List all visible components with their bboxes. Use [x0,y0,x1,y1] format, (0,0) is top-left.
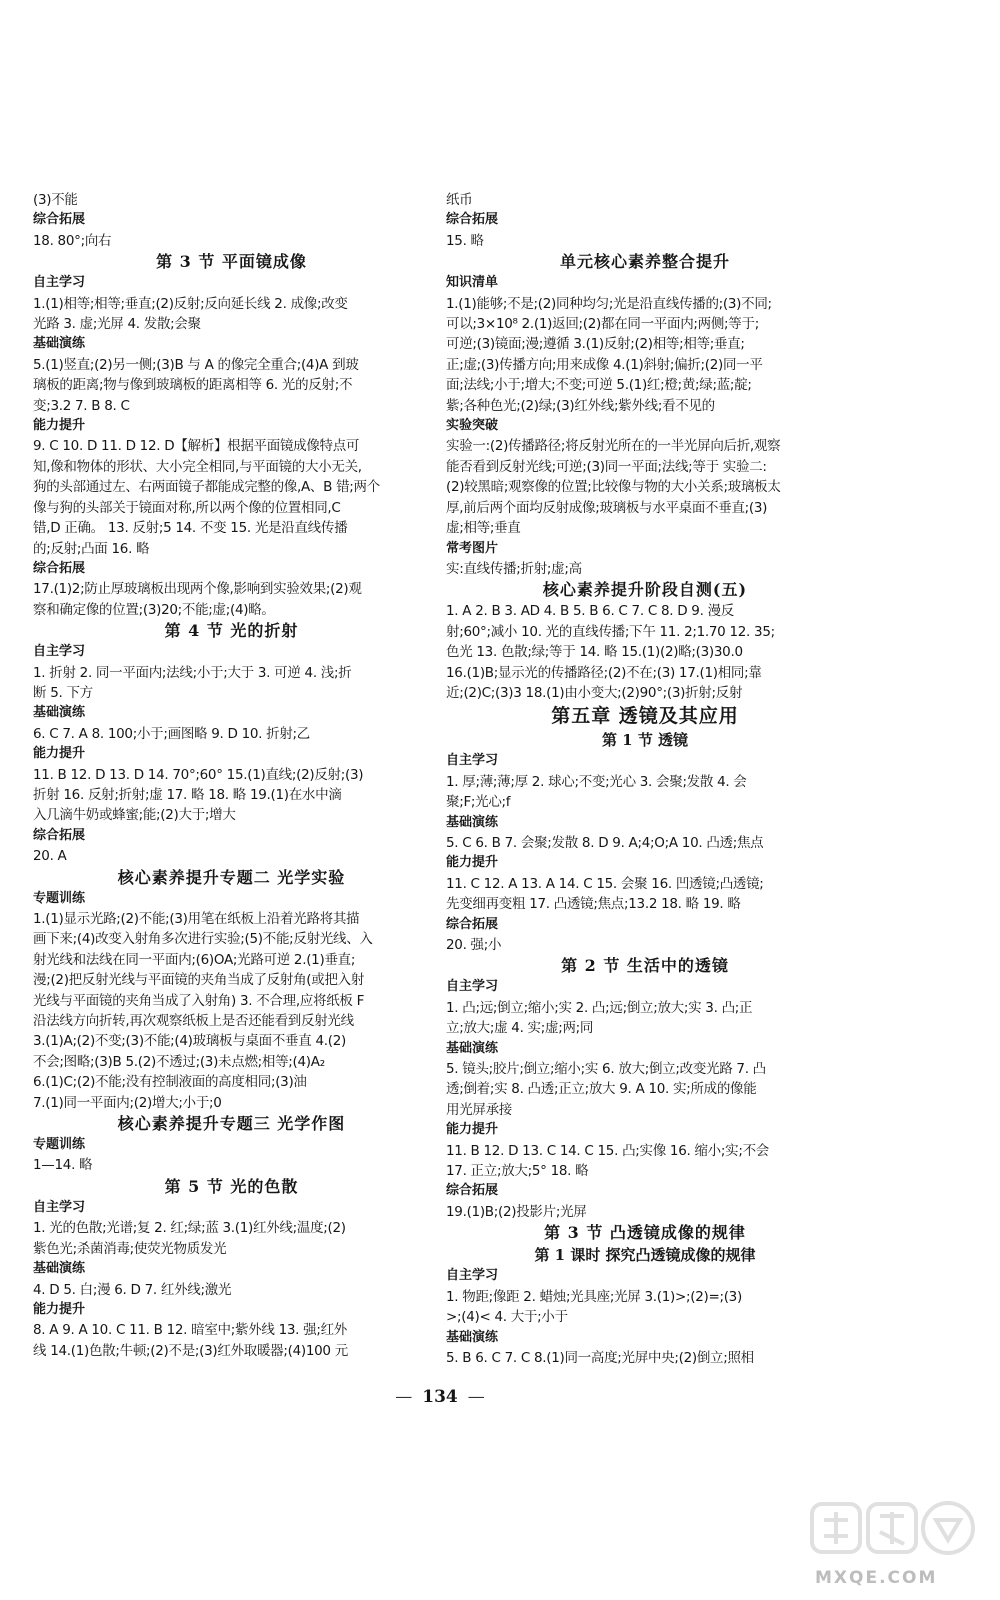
section-heading: 核心素养提升专题二 光学实验 [117,867,346,887]
answer-line: 错,D 正确。 13. 反射;5 14. 不变 15. 光是沿直线传播 [33,520,348,537]
answer-line: 20. A [33,848,67,865]
section-heading: 核心素养提升专题三 光学作图 [117,1114,346,1134]
section-category: 专题训练 [33,890,86,906]
answer-line: 断 5. 下方 [33,684,93,701]
answer-line: 1. A 2. B 3. AD 4. B 5. B 6. C 7. C 8. D 9. 漫反 [446,603,734,620]
section-category: 综合拓展 [33,827,86,843]
answer-line: 3.(1)A;(2)不变;(3)不能;(4)玻璃板与桌面不垂直 4.(2) [33,1033,346,1050]
section-heading: 单元核心素养整合提升 [559,252,730,272]
section-category: 综合拓展 [446,212,499,228]
answer-line: 察和确定像的位置;(3)20;不能;虚;(4)略。 [33,601,275,618]
section-category: 能力提升 [33,746,86,762]
answer-line: 15. 略 [446,232,484,249]
answer-line: 11. B 12. D 13. D 14. 70°;60° 15.(1)直线;(2)反射;(3) [33,766,364,783]
answer-line: 面;法线;小于;增大;不变;可逆 5.(1)红;橙;黄;绿;蓝;靛; [446,377,752,394]
answer-line: 不会;图略;(3)B 5.(2)不透过;(3)未点燃;相等;(4)A₂ [33,1053,325,1070]
answer-line: 8. A 9. A 10. C 11. B 12. 暗室中;紫外线 13. 强;红外 [33,1322,347,1339]
section-category: 专题训练 [33,1137,86,1153]
answer-line: 9. C 10. D 11. D 12. D【解析】根据平面镜成像特点可 [33,438,360,455]
answer-line: 近;(2)C;(3)3 18.(1)由小变大;(2)90°;(3)折射;反射 [446,684,743,701]
section-category: 基础演练 [446,1329,499,1345]
answer-line: 11. B 12. D 13. C 14. C 15. 凸;实像 16. 缩小;实;不会 [446,1142,769,1159]
section-category: 基础演练 [446,814,499,830]
answer-line: 5.(1)竖直;(2)另一侧;(3)B 与 A 的像完全重合;(4)A 到玻 [33,356,359,373]
answer-line: 实:直线传播;折射;虚;高 [446,560,582,577]
answer-line: 光路 3. 虚;光屏 4. 发散;会聚 [33,316,201,333]
section-category: 自主学习 [446,753,499,769]
answer-line: 漫;(2)把反射光线与平面镜的夹角当成了反射角(或把入射 [33,972,365,989]
left-column [33,190,430,1361]
answer-line: (3)不能 [33,192,78,208]
answer-line: 像与狗的头部关于镜面对称,所以两个像的位置相同,C [33,499,341,516]
answer-line: 聚;F;光心;f [446,794,511,811]
watermark-text: MXQE.COM [815,1568,938,1588]
answer-line: 19.(1)B;(2)投影片;光屏 [446,1203,587,1220]
answer-line: 狗的头部通过左、右两面镜子都能成完整的像,A、B 错;两个 [33,479,380,496]
answer-line: 折射 16. 反射;折射;虚 17. 略 18. 略 19.(1)在水中滴 [33,786,342,803]
section-category: 能力提升 [446,855,499,871]
section-category: 综合拓展 [33,560,86,576]
answer-line: 先变细再变粗 17. 凸透镜;焦点;13.2 18. 略 19. 略 [446,896,741,913]
answer-line: 7.(1)同一平面内;(2)增大;小于;0 [33,1094,222,1111]
answer-line: 1. 厚;薄;薄;厚 2. 球心;不变;光心 3. 会聚;发散 4. 会 [446,773,747,790]
answer-line: 20. 强;小 [446,937,502,953]
answer-line: 实验一:(2)传播路径;将反射光所在的一半光屏向后折,观察 [446,438,781,455]
answer-line: 纸币 [446,192,473,208]
answer-line: 16.(1)B;显示光的传播路径;(2)不在;(3) 17.(1)相同;靠 [446,664,762,681]
answer-line: 1.(1)相等;相等;垂直;(2)反射;反向延长线 2. 成像;改变 [33,295,348,312]
page-number-text: 134 [422,1387,458,1407]
page-number: — 134 — [395,1387,485,1407]
answer-line: 1. 折射 2. 同一平面内;法线;小于;大于 3. 可逆 4. 浅;折 [33,664,352,681]
answer-line: 变;3.2 7. B 8. C [33,397,130,414]
answer-line: 1—14. 略 [33,1157,93,1174]
answer-line: 能否看到反射光线;可逆;(3)同一平面;法线;等于 实验二: [446,458,767,475]
section-category: 常考图片 [446,540,499,556]
answer-line: 虚;相等;垂直 [446,520,521,537]
section-heading: 核心素养提升阶段自测(五) [542,580,748,600]
answer-line: 用光屏承接 [446,1101,512,1118]
section-category: 综合拓展 [446,916,499,932]
right-column [446,190,844,1368]
answer-line: 射光线和法线在同一平面内;(6)OA;光路可逆 2.(1)垂直; [33,951,356,968]
answer-line: 5. B 6. C 7. C 8.(1)同一高度;光屏中央;(2)倒立;照相 [446,1349,754,1366]
answer-line: 线 14.(1)色散;牛顿;(2)不是;(3)红外取暖器;(4)100 元 [33,1342,348,1359]
answer-line: 6. C 7. A 8. 100;小于;画图略 9. D 10. 折射;乙 [33,725,310,742]
section-heading: 第 2 节 生活中的透镜 [561,956,729,976]
answer-line: 光线与平面镜的夹角当成了入射角) 3. 不合理,应将纸板 F [33,992,365,1009]
answer-line: 璃板的距离;物与像到玻璃板的距离相等 6. 光的反射;不 [33,377,353,394]
answer-line: 入几滴牛奶或蜂蜜;能;(2)大于;增大 [33,807,236,824]
section-category: 自主学习 [446,1268,499,1284]
answer-line: 沿法线方向折转,再次观察纸板上是否还能看到反射光线 [33,1013,354,1030]
section-category: 知识清单 [446,275,499,291]
section-category: 综合拓展 [446,1183,499,1199]
answer-line: 18. 80°;向右 [33,232,112,249]
section-category: 自主学习 [33,644,86,660]
answer-line: (2)较黑暗;观察像的位置;比较像与物的大小关系;玻璃板太 [446,479,781,496]
section-category: 基础演练 [446,1040,499,1056]
section-category: 基础演练 [33,1261,86,1277]
section-category: 基础演练 [33,705,86,721]
answer-line: 的;反射;凸面 16. 略 [33,540,150,557]
answer-line: 画下来;(4)改变入射角多次进行实验;(5)不能;反射光线、入 [33,931,373,948]
answer-line: 紫色光;杀菌消毒;使荧光物质发光 [33,1240,227,1257]
section-heading: 第 3 节 凸透镜成像的规律 [544,1223,746,1243]
answer-line: 1. 凸;远;倒立;缩小;实 2. 凸;远;倒立;放大;实 3. 凸;正 [446,999,753,1016]
answer-line: 1.(1)能够;不是;(2)同种均匀;光是沿直线传播的;(3)不同; [446,295,772,312]
answer-line: 11. C 12. A 13. A 14. C 15. 会聚 16. 凹透镜;凸透镜; [446,875,764,892]
section-category: 基础演练 [33,336,86,352]
section-category: 能力提升 [33,1301,86,1317]
answer-line: 5. C 6. B 7. 会聚;发散 8. D 9. A;4;O;A 10. 凸透;焦点 [446,834,764,851]
answer-line: 5. 镜头;胶片;倒立;缩小;实 6. 放大;倒立;改变光路 7. 凸 [446,1061,766,1078]
answer-line: 17. 正立;放大;5° 18. 略 [446,1163,589,1180]
answer-line: 1.(1)显示光路;(2)不能;(3)用笔在纸板上沿着光路将其描 [33,911,360,927]
section-heading: 第 3 节 平面镜成像 [156,252,307,272]
answer-line: 1. 光的色散;光谱;复 2. 红;绿;蓝 3.(1)红外线;温度;(2) [33,1220,346,1237]
answer-line: 可逆;(3)镜面;漫;遵循 3.(1)反射;(2)相等;相等;垂直; [446,336,745,353]
answer-line: 透;倒着;实 8. 凸透;正立;放大 9. A 10. 实;所成的像能 [446,1081,757,1098]
section-category: 自主学习 [446,979,499,995]
section-category: 自主学习 [33,1199,86,1215]
answer-line: 立;放大;虚 4. 实;虚;两;同 [446,1020,594,1037]
section-category: 能力提升 [33,418,86,434]
subsection-heading: 第 1 节 透镜 [601,731,689,750]
section-heading: 第 4 节 光的折射 [164,621,299,641]
answer-line: 知,像和物体的形状、大小完全相同,与平面镜的大小无关, [33,458,362,475]
answer-line: 1. 物距;像距 2. 蜡烛;光具座;光屏 3.(1)>;(2)=;(3) [446,1288,742,1305]
answer-line: 色光 13. 色散;绿;等于 14. 略 15.(1)(2)略;(3)30.0 [446,644,743,661]
section-category: 实验突破 [446,418,499,434]
answer-line: 正;虚;(3)传播方向;用来成像 4.(1)斜射;偏折;(2)同一平 [446,356,763,373]
subsection-heading: 第 1 课时 探究凸透镜成像的规律 [534,1246,756,1265]
answer-line: 6.(1)C;(2)不能;没有控制液面的高度相同;(3)油 [33,1074,307,1091]
section-category: 能力提升 [446,1122,499,1138]
answer-line: 4. D 5. 白;漫 6. D 7. 红外线;激光 [33,1281,232,1298]
answer-line: 17.(1)2;防止厚玻璃板出现两个像,影响到实验效果;(2)观 [33,581,362,598]
section-category: 综合拓展 [33,212,86,228]
answer-line: >;(4)< 4. 大于;小于 [446,1309,568,1326]
answer-line: 射;60°;减小 10. 光的直线传播;下午 11. 2;1.70 12. 35; [446,623,775,640]
answer-line: 可以;3×10⁸ 2.(1)返回;(2)都在同一平面内;两侧;等于; [446,316,759,333]
answer-line: 紫;各种色光;(2)绿;(3)红外线;紫外线;看不见的 [446,397,715,414]
section-category: 自主学习 [33,275,86,291]
answer-line: 厚,前后两个面均反射成像;玻璃板与水平桌面不垂直;(3) [446,499,768,516]
chapter-title: 第五章 透镜及其应用 [551,705,739,728]
section-heading: 第 5 节 光的色散 [164,1176,299,1196]
